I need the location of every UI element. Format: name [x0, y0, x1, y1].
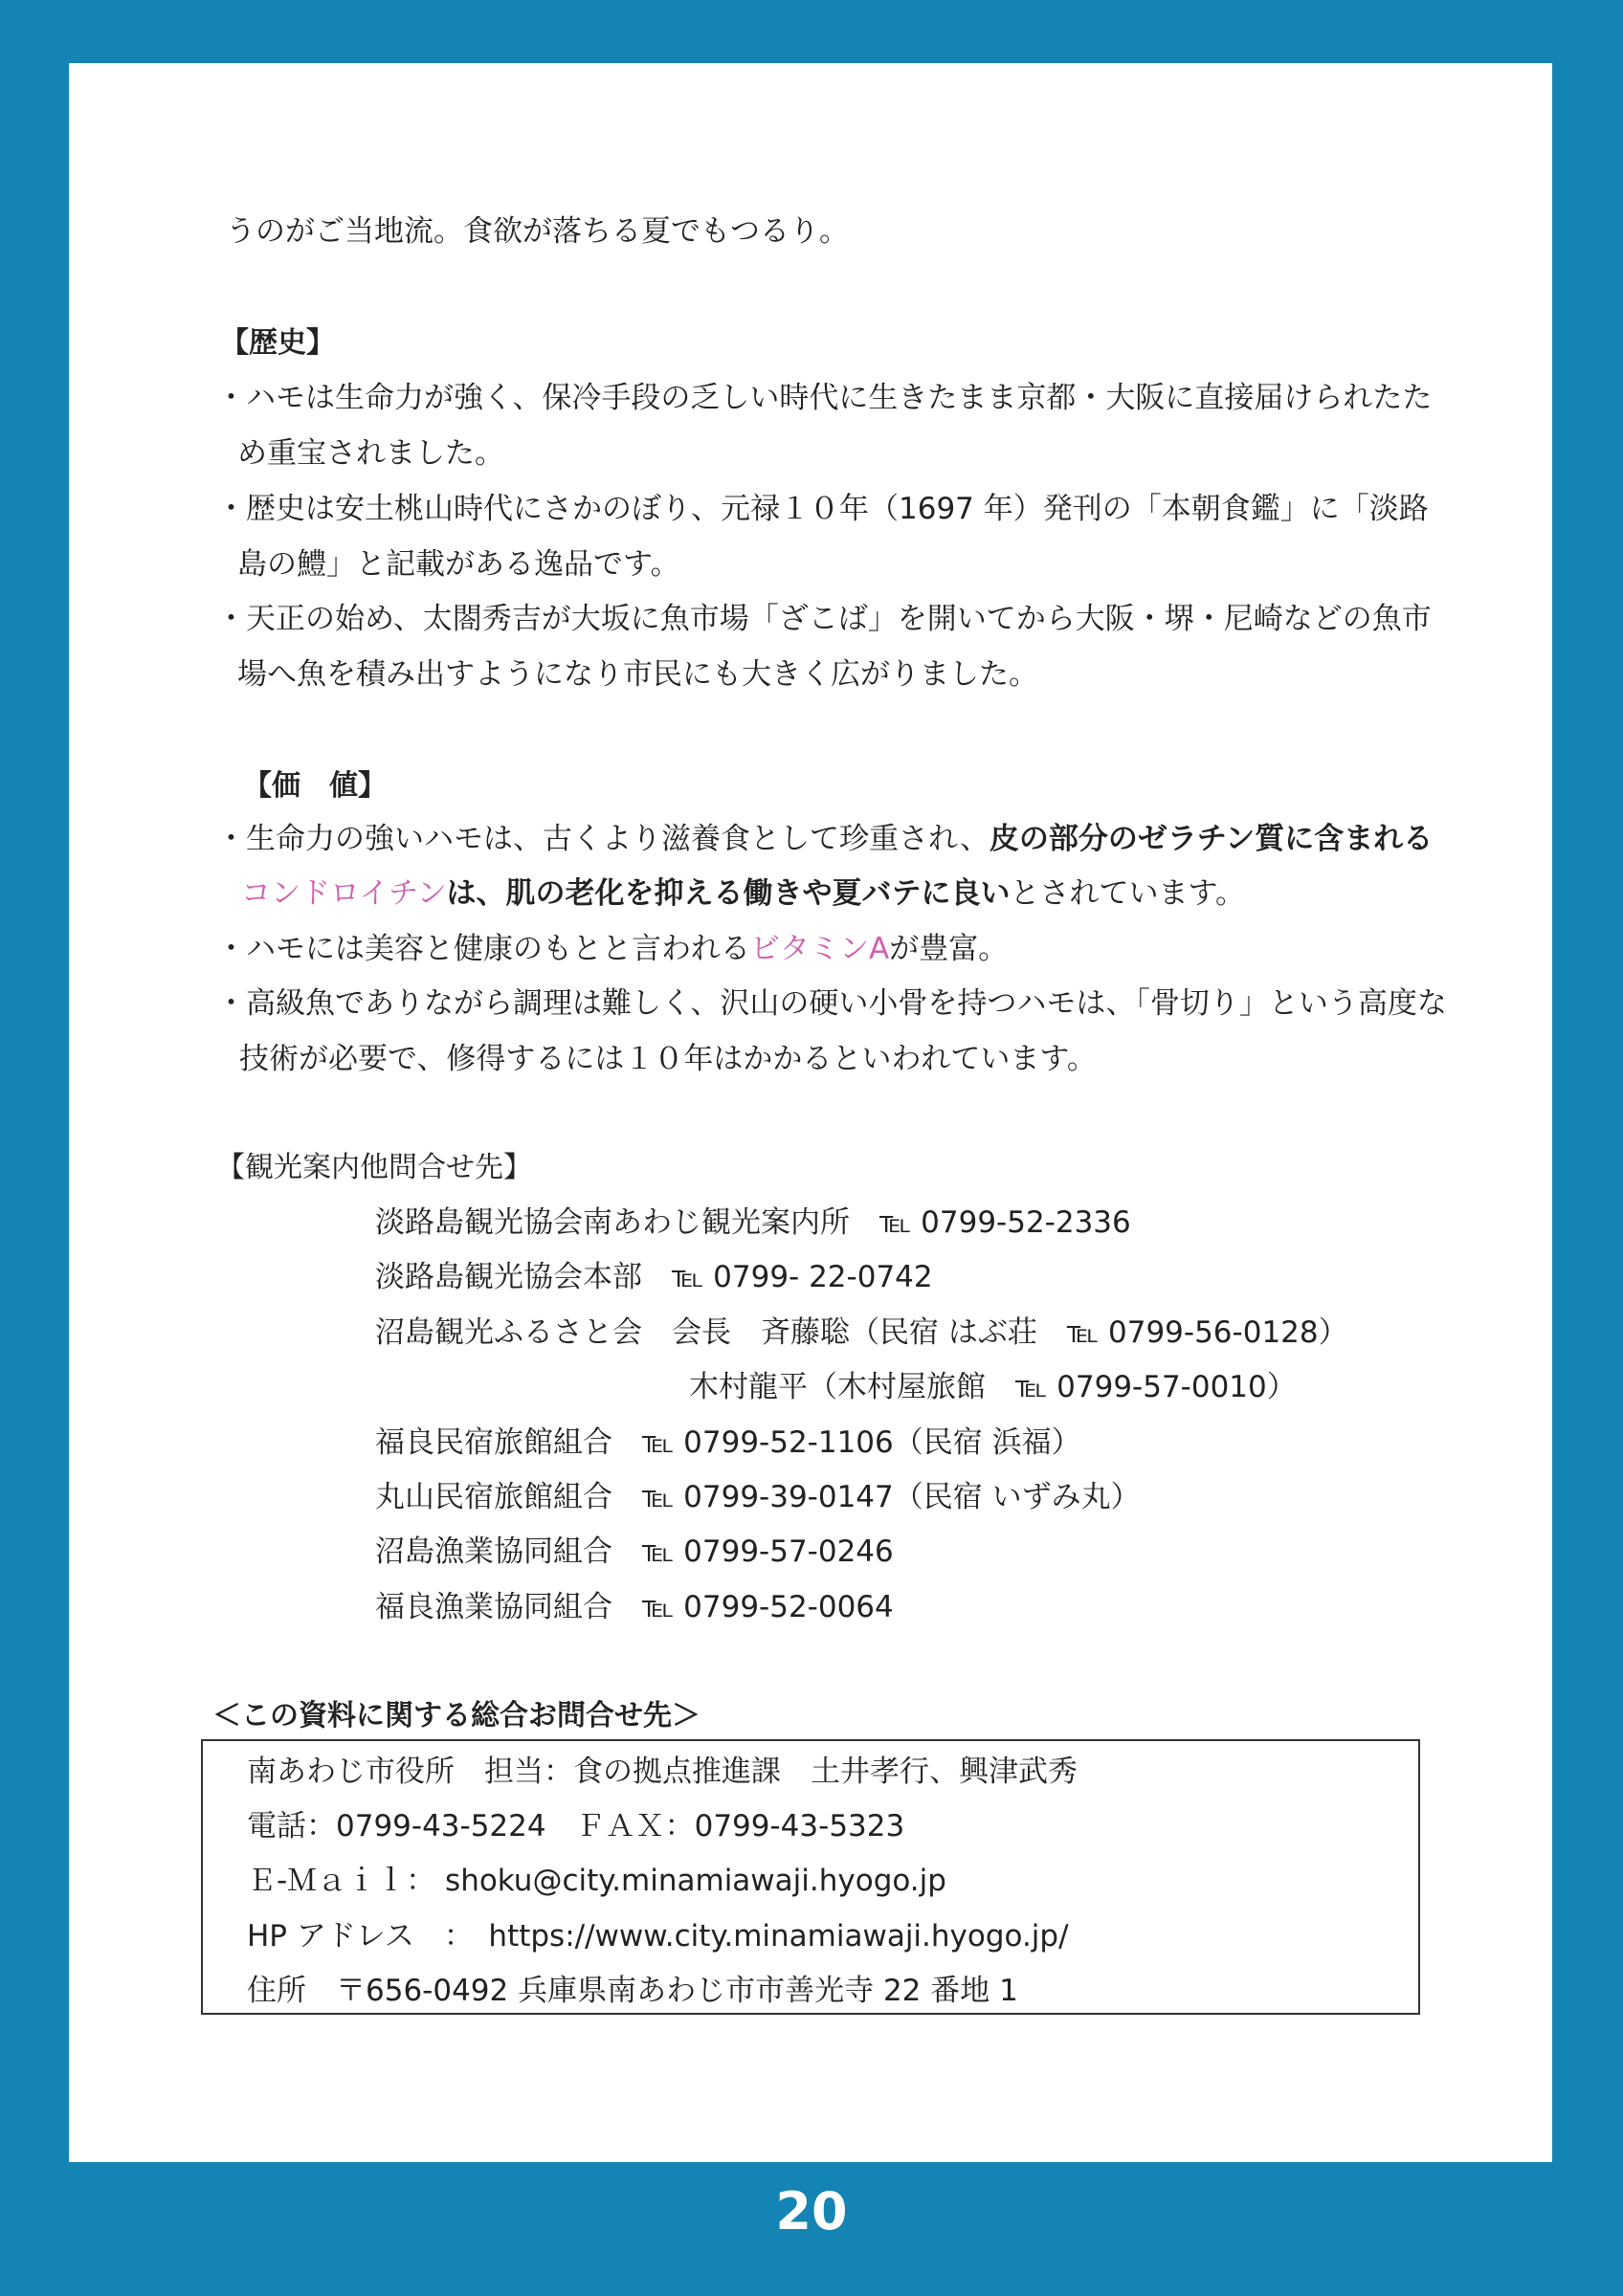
inquiry-heading: ＜この資料に関する総合お問合せ先＞	[212, 1699, 700, 1733]
inquiry-office: 南あわじ市役所 担当：食の拠点推進課 土井孝行、興津武秀	[247, 1755, 1078, 1789]
contact-item: 淡路島観光協会南あわじ観光案内所 ℡ 0799-52-2336	[375, 1205, 1131, 1240]
history-bullet-3: ・天正の始め、太閤秀吉が大坂に魚市場「ざこば」を開いてから大阪・堺・尼崎などの魚市	[216, 602, 1432, 636]
value-bullet-1	[216, 820, 1433, 858]
contact-item: 沼島観光ふるさと会 会長 斉藤聡（民宿 はぶ荘 ℡ 0799-56-0128）	[375, 1315, 1348, 1350]
vitamin-a-highlight: ビタミンA	[750, 932, 890, 966]
contact-item: 沼島漁業協同組合 ℡ 0799-57-0246	[375, 1534, 894, 1569]
intro-line: うのがご当地流。食欲が落ちる夏でもつるり。	[226, 214, 849, 249]
inquiry-phone: 電話：0799-43-5224 ＦＡＸ：0799-43-5323	[247, 1809, 905, 1843]
history-bullet-1: ・ハモは生命力が強く、保冷手段の乏しい時代に生きたまま京都・大阪に直接届けられたた	[216, 381, 1433, 415]
value-bullet-1-emphasis: 皮の部分のゼラチン質に含まれる	[989, 822, 1434, 856]
history-heading: 【歴史】	[220, 326, 335, 360]
value-bullet-2	[216, 930, 1008, 968]
inquiry-email: Ｅ-Ｍａｉｌ： shoku@city.minamiawaji.hyogo.jp	[247, 1864, 946, 1898]
value-bullet-3: ・高級魚でありながら調理は難しく、沢山の硬い小骨を持つハモは、「骨切り」という高度な	[216, 986, 1447, 1021]
contacts-heading: 【観光案内他問合せ先】	[216, 1151, 532, 1184]
history-bullet-2: ・歴史は安土桃山時代にさかのぼり、元禄１０年（1697 年）発刊の「本朝食鑑」に「淡路	[216, 492, 1429, 526]
chondroitin-highlight: コンドロイチン	[241, 876, 447, 911]
value-bullet-2-tail: が豊富。	[889, 932, 1009, 966]
history-bullet-1-cont: め重宝されました。	[237, 436, 504, 471]
value-bullet-1-text: ・生命力の強いハモは、古くより滋養食として珍重され、	[216, 822, 989, 856]
contact-item: 福良民宿旅館組合 ℡ 0799-52-1106（民宿 浜福）	[375, 1425, 1081, 1460]
value-bullet-3-cont: 技術が必要で、修得するには１０年はかかるといわれています。	[239, 1042, 1097, 1076]
contact-item: 淡路島観光協会本部 ℡ 0799- 22-0742	[375, 1260, 933, 1294]
history-bullet-2-cont: 島の鱧」と記載がある逸品です。	[237, 547, 680, 582]
value-heading: 【価 値】	[243, 769, 387, 803]
contact-item: 木村龍平（木村屋旅館 ℡ 0799-57-0010）	[689, 1370, 1297, 1404]
page-number: 20	[775, 2181, 848, 2241]
value-bullet-1-emphasis-2: は、肌の老化を抑える働きや夏バテに良い	[446, 876, 1011, 911]
contact-item: 福良漁業協同組合 ℡ 0799-52-0064	[375, 1590, 894, 1624]
value-bullet-1-cont	[241, 874, 1245, 913]
history-bullet-3-cont: 場へ魚を積み出すようになり市民にも大きく広がりました。	[237, 657, 1038, 692]
contact-item: 丸山民宿旅館組合 ℡ 0799-39-0147（民宿 いずみ丸）	[375, 1480, 1141, 1514]
value-bullet-2-text: ・ハモには美容と健康のもとと言われる	[216, 932, 750, 966]
inquiry-address: 住所 〒656-0492 兵庫県南あわじ市市善光寺 22 番地 1	[247, 1974, 1018, 2008]
value-bullet-1-tail: とされています。	[1010, 876, 1246, 911]
inquiry-hp: HP アドレス ： https://www.city.minamiawaji.hyogo.jp/	[247, 1919, 1069, 1954]
